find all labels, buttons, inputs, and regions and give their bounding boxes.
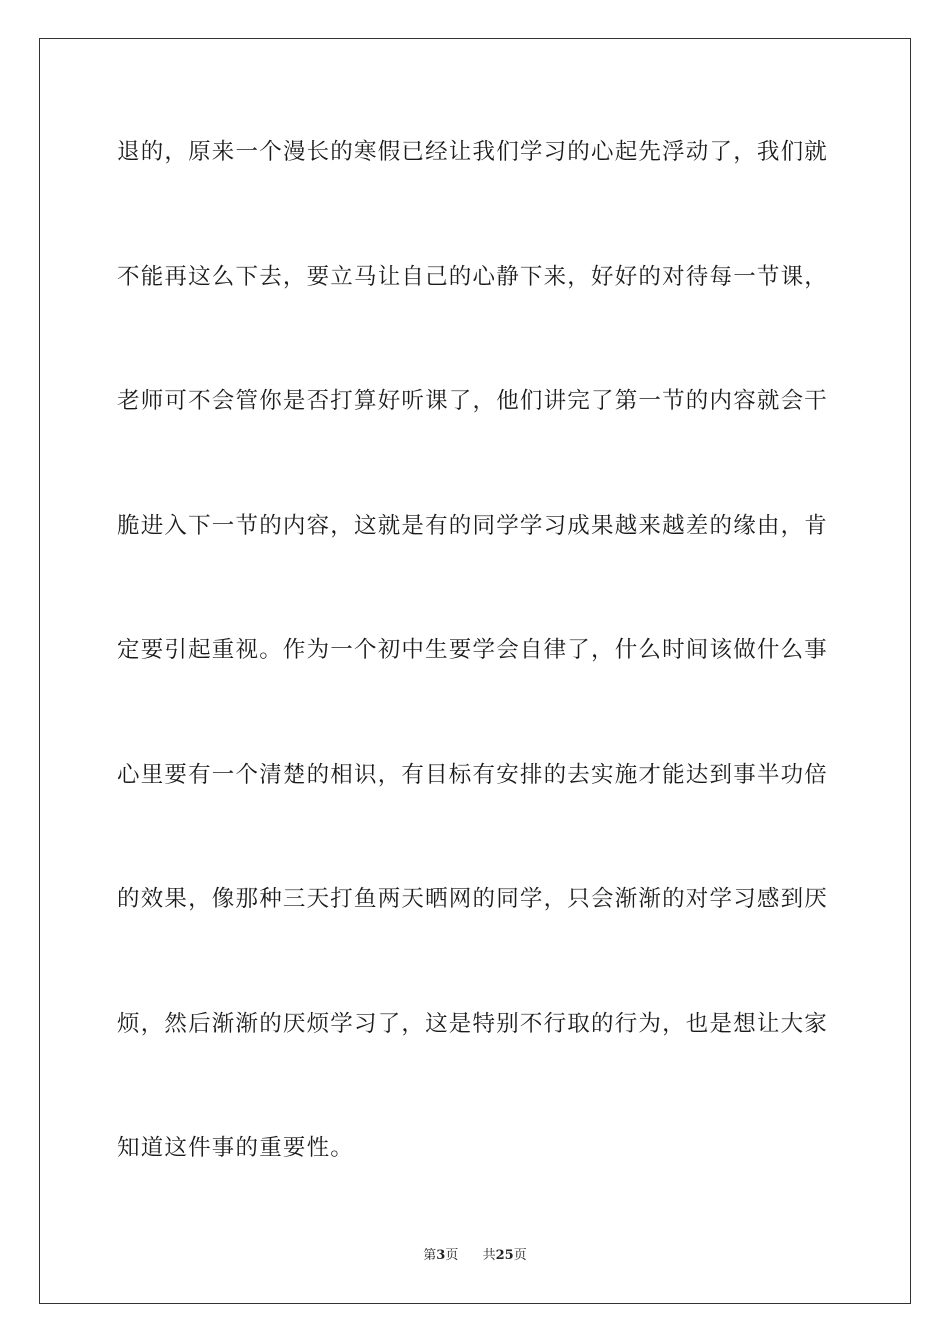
page-prefix: 第 [423, 1248, 437, 1263]
total-suffix: 页 [513, 1248, 527, 1263]
text-line: 的效果，像那种三天打鱼两天晒网的同学，只会渐渐的对学习感到厌 [117, 886, 829, 912]
text-line: 烦，然后渐渐的厌烦学习了，这是特别不行取的行为，也是想让大家 [117, 1010, 829, 1037]
text-line: 不能再这么下去，要立马让自己的心静下来，好好的对待每一节课， [117, 263, 829, 290]
page-footer [0, 1246, 950, 1266]
text-line: 定要引起重视。作为一个初中生要学会自律了，什么时间该做什么事 [117, 637, 829, 663]
text-line: 退的，原来一个漫长的寒假已经让我们学习的心起先浮动了，我们就 [117, 139, 829, 165]
text-line: 老师可不会管你是否打算好听课了，他们讲完了第一节的内容就会干 [117, 388, 829, 414]
text-line: 知道这件事的重要性。 [117, 1135, 355, 1161]
total-prefix: 共 [482, 1248, 496, 1263]
page-suffix: 页 [445, 1248, 459, 1263]
document-body [117, 128, 837, 1249]
total-pages: 25 [495, 1248, 514, 1263]
text-line: 脆进入下一节的内容，这就是有的同学学习成果越来越差的缘由，肯 [117, 512, 829, 539]
text-line: 心里要有一个清楚的相识，有目标有安排的去实施才能达到事半功倍 [117, 761, 829, 788]
page-number: 3 [436, 1248, 446, 1263]
